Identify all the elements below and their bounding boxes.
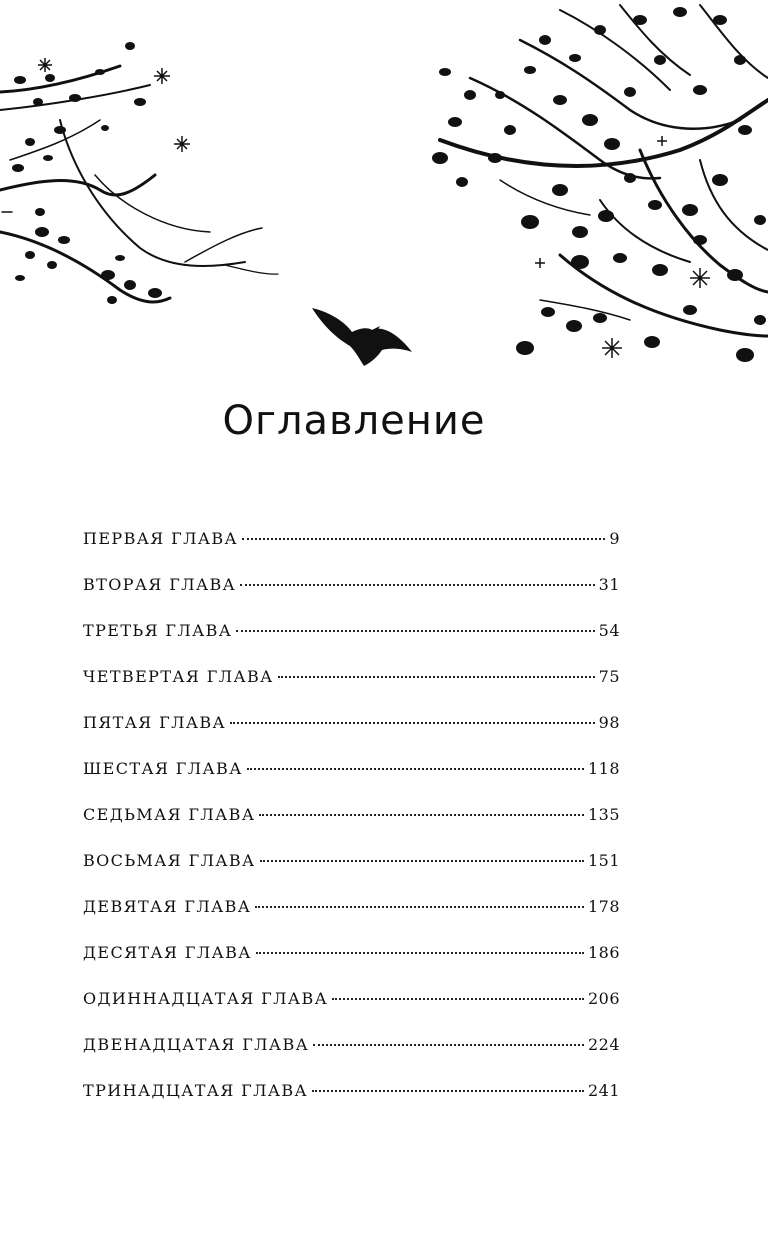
table-of-contents [83, 525, 620, 1123]
toc-entry[interactable] [83, 525, 620, 571]
toc-leader-dots [260, 860, 584, 862]
toc-entry-label: ВТОРАЯ ГЛАВА [83, 575, 237, 594]
toc-leader-dots [240, 584, 594, 586]
toc-entry-page: 54 [598, 621, 620, 640]
toc-entry-label: ВОСЬМАЯ ГЛАВА [83, 851, 256, 870]
toc-entry[interactable] [83, 663, 620, 709]
toc-entry[interactable] [83, 893, 620, 939]
toc-leader-dots [242, 538, 605, 540]
toc-entry-page: 224 [587, 1035, 620, 1054]
toc-entry[interactable] [83, 755, 620, 801]
right-leaves [432, 7, 766, 362]
toc-entry[interactable] [83, 847, 620, 893]
toc-entry[interactable] [83, 571, 620, 617]
toc-entry[interactable] [83, 1077, 620, 1123]
toc-entry-label: ДЕСЯТАЯ ГЛАВА [83, 943, 252, 962]
toc-entry-label: ОДИННАДЦАТАЯ ГЛАВА [83, 989, 329, 1008]
page-title: Оглавление [222, 398, 486, 444]
toc-entry[interactable] [83, 709, 620, 755]
left-leaves [12, 42, 162, 304]
toc-entry[interactable] [83, 985, 620, 1031]
toc-entry-page: 206 [587, 989, 620, 1008]
toc-entry-label: ТРИНАДЦАТАЯ ГЛАВА [83, 1081, 309, 1100]
right-stars [535, 136, 710, 358]
toc-entry-page: 151 [587, 851, 620, 870]
toc-leader-dots [278, 676, 595, 678]
toc-entry-label: СЕДЬМАЯ ГЛАВА [83, 805, 256, 824]
toc-entry-page: 186 [587, 943, 620, 962]
left-stars [38, 58, 190, 152]
header-illustration [0, 0, 768, 380]
toc-entry-page: 178 [587, 897, 620, 916]
toc-leader-dots [259, 814, 584, 816]
toc-entry[interactable] [83, 801, 620, 847]
toc-entry-label: ТРЕТЬЯ ГЛАВА [83, 621, 233, 640]
toc-leader-dots [236, 630, 594, 632]
toc-leader-dots [255, 906, 584, 908]
toc-entry-page: 75 [598, 667, 620, 686]
toc-entry-page: 98 [598, 713, 620, 732]
toc-entry-label: ДВЕНАДЦАТАЯ ГЛАВА [83, 1035, 310, 1054]
toc-entry-page: 118 [587, 759, 620, 778]
toc-leader-dots [312, 1090, 584, 1092]
toc-entry-label: ПЕРВАЯ ГЛАВА [83, 529, 239, 548]
toc-entry-page: 135 [587, 805, 620, 824]
toc-leader-dots [332, 998, 584, 1000]
right-branches [440, 5, 768, 336]
raven-icon [312, 308, 412, 366]
toc-leader-dots [313, 1044, 584, 1046]
toc-entry-label: ДЕВЯТАЯ ГЛАВА [83, 897, 252, 916]
toc-leader-dots [247, 768, 584, 770]
toc-entry[interactable] [83, 1031, 620, 1077]
toc-leader-dots [256, 952, 584, 954]
toc-entry-page: 9 [609, 529, 620, 548]
toc-entry-label: ШЕСТАЯ ГЛАВА [83, 759, 243, 778]
toc-leader-dots [230, 722, 595, 724]
toc-entry-label: ЧЕТВЕРТАЯ ГЛАВА [83, 667, 274, 686]
toc-entry-label: ПЯТАЯ ГЛАВА [83, 713, 227, 732]
toc-entry[interactable] [83, 939, 620, 985]
toc-entry-page: 31 [598, 575, 620, 594]
toc-entry-page: 241 [587, 1081, 620, 1100]
toc-entry[interactable] [83, 617, 620, 663]
